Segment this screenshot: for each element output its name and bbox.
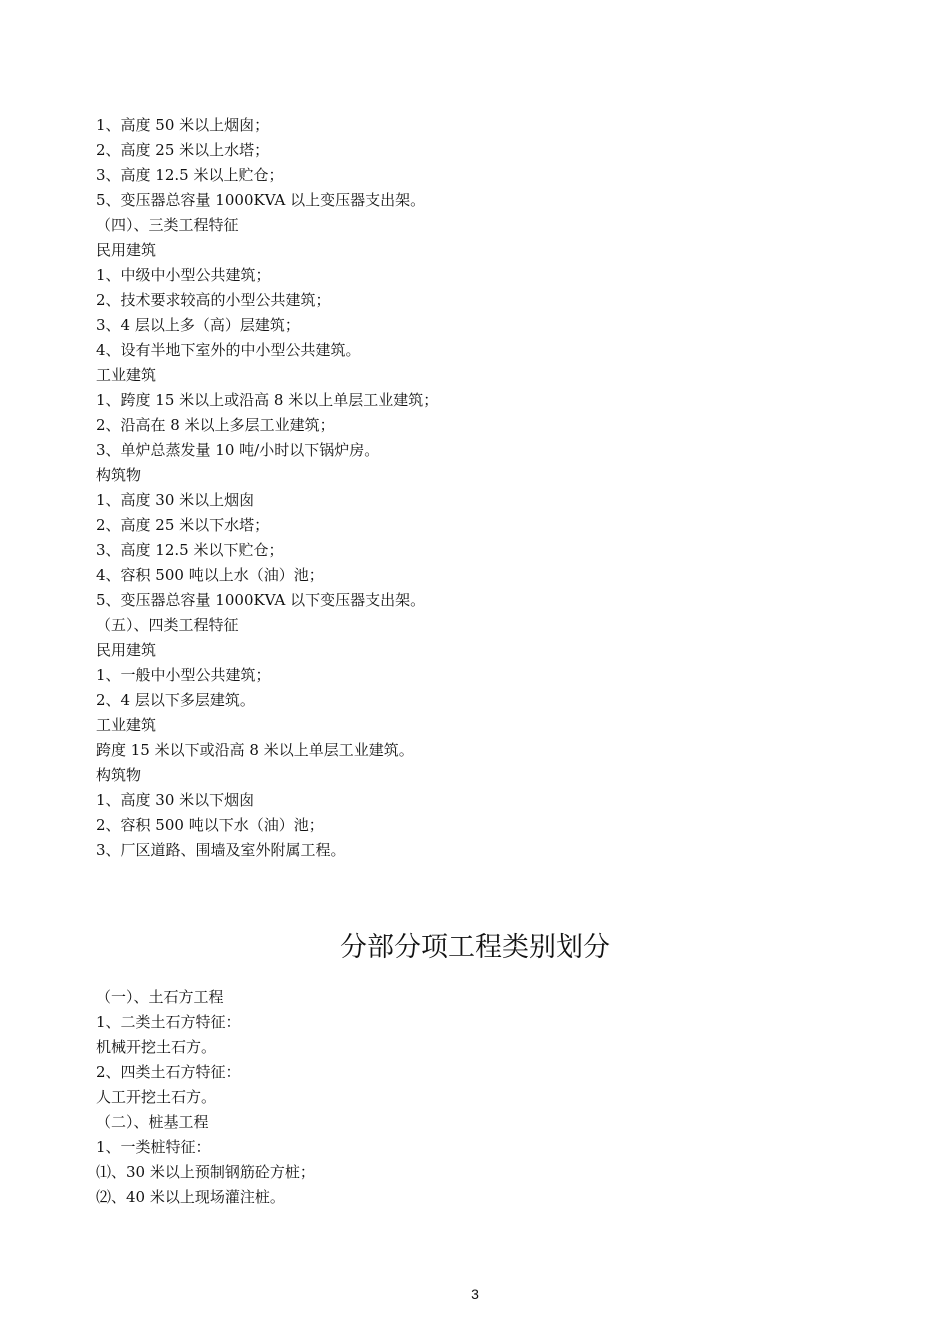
text-line: 2、4 层以下多层建筑。 — [96, 691, 255, 709]
text-line: 2、高度 25 米以上水塔； — [96, 141, 270, 159]
text-line: ⑴、30 米以上预制钢筋砼方桩； — [96, 1163, 315, 1181]
text-line: 1、一般中小型公共建筑； — [96, 666, 271, 684]
text-line: 2、高度 25 米以下水塔； — [96, 516, 270, 534]
subsection-heading: （四）、三类工程特征 — [96, 216, 239, 234]
text-line: 1、高度 30 米以下烟囱 — [96, 791, 255, 809]
subsection-heading: （二）、桩基工程 — [96, 1113, 209, 1131]
text-line: 1、中级中小型公共建筑； — [96, 266, 271, 284]
category-heading: 民用建筑 — [96, 641, 157, 659]
subsection-heading: （五）、四类工程特征 — [96, 616, 239, 634]
text-line: 人工开挖土石方。 — [96, 1088, 217, 1106]
text-line: 5、变压器总容量 1000KVA 以上变压器支出架。 — [96, 191, 426, 209]
text-line: 4、设有半地下室外的中小型公共建筑。 — [96, 341, 361, 359]
category-heading: 民用建筑 — [96, 241, 157, 259]
subsection-heading: （一）、土石方工程 — [96, 988, 224, 1006]
document-body-bottom — [96, 985, 876, 1210]
text-line: 跨度 15 米以下或沿高 8 米以上单层工业建筑。 — [96, 741, 414, 759]
text-line: 2、沿高在 8 米以上多层工业建筑； — [96, 416, 335, 434]
section-title: 分部分项工程类别划分 — [340, 932, 610, 963]
text-line: 3、高度 12.5 米以上贮仓； — [96, 166, 284, 184]
text-line: 2、四类土石方特征： — [96, 1063, 241, 1081]
text-line: 4、容积 500 吨以上水（油）池； — [96, 566, 324, 584]
text-line: 5、变压器总容量 1000KVA 以下变压器支出架。 — [96, 591, 426, 609]
category-heading: 构筑物 — [96, 766, 142, 784]
text-line: 3、高度 12.5 米以下贮仓； — [96, 541, 284, 559]
document-body-top — [96, 113, 876, 863]
text-line: 3、单炉总蒸发量 10 吨/小时以下锅炉房。 — [96, 441, 380, 459]
text-line: ⑵、40 米以上现场灌注桩。 — [96, 1188, 285, 1206]
category-heading: 构筑物 — [96, 466, 142, 484]
text-line: 2、容积 500 吨以下水（油）池； — [96, 816, 324, 834]
category-heading: 工业建筑 — [96, 716, 157, 734]
text-line: 机械开挖土石方。 — [96, 1038, 217, 1056]
text-line: 1、跨度 15 米以上或沿高 8 米以上单层工业建筑； — [96, 391, 439, 409]
text-line: 2、技术要求较高的小型公共建筑； — [96, 291, 331, 309]
text-line: 3、4 层以上多（高）层建筑； — [96, 316, 300, 334]
text-line: 3、厂区道路、围墙及室外附属工程。 — [96, 841, 346, 859]
text-line: 1、一类桩特征： — [96, 1138, 211, 1156]
category-heading: 工业建筑 — [96, 366, 157, 384]
text-line: 1、二类土石方特征： — [96, 1013, 241, 1031]
page-number: 3 — [471, 1286, 479, 1302]
text-line: 1、高度 30 米以上烟囱 — [96, 491, 255, 509]
text-line: 1、高度 50 米以上烟囱； — [96, 116, 270, 134]
